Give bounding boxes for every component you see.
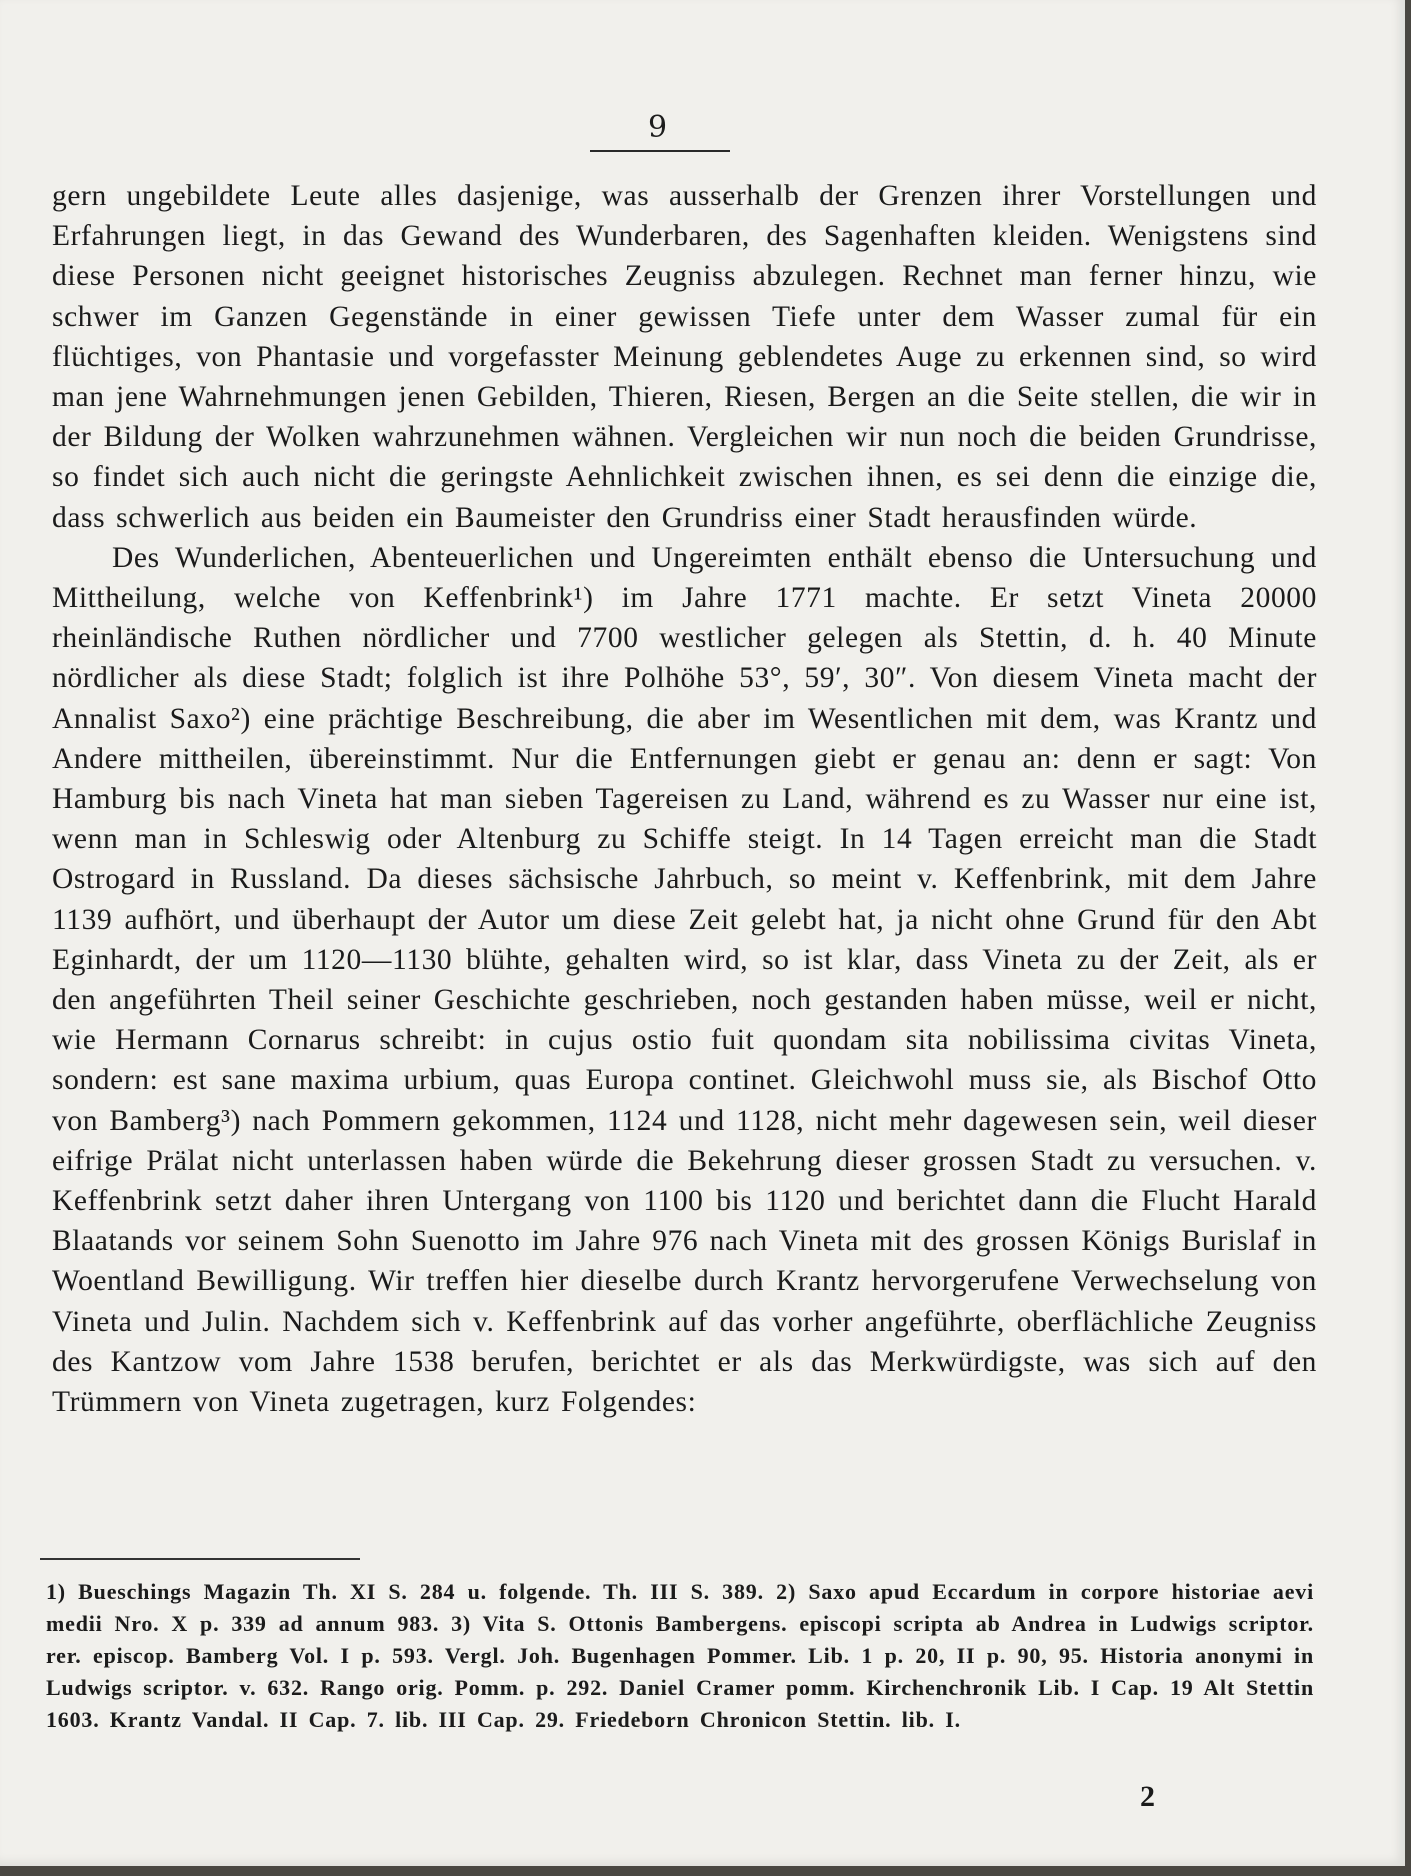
page-number: 9: [647, 110, 668, 145]
signature-mark: 2: [1140, 1780, 1155, 1813]
header-rule: [590, 150, 730, 152]
footnotes: 1) Bueschings Magazin Th. XI S. 284 u. folgende. Th. III S. 389. 2) Saxo apud Eccardum in corpore historiae aevi medii Nro. X p. 339 ad annum 983. 3) Vita S. Ottonis Bambergens. episcopi scripta ab Andrea in Ludwigs scriptor. rer. episcop. Bamberg Vol. I p. 593. Vergl. Joh. Bugenhagen Pommer. Lib. 1 p. 20, II p. 90, 95. Historia anonymi in Ludwigs scriptor. v. 632. Rango orig. Pomm. p. 292. Daniel Cramer pomm. Kirchenchronik Lib. I Cap. 19 Alt Stettin 1603. Krantz Vandal. II Cap. 7. lib. III Cap. 29. Friedeborn Chronicon Stettin. lib. I.: [46, 1579, 1314, 1732]
paragraph-1: gern ungebildete Leute alles dasjenige, was ausserhalb der Grenzen ihrer Vorstellungen und Erfahrungen liegt, in das Gewand des Wunderbaren, des Sagenhaften kleiden. Wenigstens sind diese Personen nicht geeignet historisches Zeugniss abzulegen. Rechnet man ferner hinzu, wie schwer im Ganzen Gegenstände in einer gewissen Tiefe unter dem Wasser zumal für ein flüchtiges, von Phantasie und vorgefasster Meinung geblendetes Auge zu erkennen sind, so wird man jene Wahrnehmungen jenen Gebilden, Thieren, Riesen, Bergen an die Seite stellen, die wir in der Bildung der Wolken wahrzunehmen wähnen. Vergleichen wir nun noch die beiden Grundrisse, so findet sich auch nicht die geringste Aehnlichkeit zwischen ihnen, es sei denn die einzige die, dass schwerlich aus beiden ein Baumeister den Grundriss einer Stadt herausfinden würde.: [52, 180, 1317, 534]
body-text: [52, 176, 1317, 1546]
footnote-rule: [40, 1558, 360, 1560]
paragraph-2: Des Wunderlichen, Abenteuerlichen und Ungereimten enthält ebenso die Untersuchung und Mittheilung, welche von Keffenbrink¹) im Jahre 1771 machte. Er setzt Vineta 20000 rheinländische Ruthen nördlicher und 7700 westlicher gelegen als Stettin, d. h. 40 Minute nördlicher als diese Stadt; folglich ist ihre Polhöhe 53°, 59′, 30″. Von diesem Vineta macht der Annalist Saxo²) eine prächtige Beschreibung, die aber im Wesentlichen mit dem, was Krantz und Andere mittheilen, übereinstimmt. Nur die Entfernungen giebt er genau an: denn er sagt: Von Hamburg bis nach Vineta hat man sieben Tagereisen zu Land, während es zu Wasser nur eine ist, wenn man in Schleswig oder Altenburg zu Schiffe steigt. In 14 Tagen erreicht man die Stadt Ostrogard in Russland. Da dieses sächsische Jahrbuch, so meint v. Keffenbrink, mit dem Jahre 1139 aufhört, und überhaupt der Autor um diese Zeit gelebt hat, ja nicht ohne Grund für den Abt Eginhardt, der um 1120—1130 blühte, gehalten wird, so ist klar, dass Vineta zu der Zeit, als er den angeführten Theil seiner Geschichte geschrieben, noch gestanden haben müsse, weil er nicht, wie Hermann Cornarus schreibt: in cujus ostio fuit quondam sita nobilissima civitas Vineta, sondern: est sane maxima urbium, quas Europa continet. Gleichwohl muss sie, als Bischof Otto von Bamberg³) nach Pommern gekommen, 1124 und 1128, nicht mehr dagewesen sein, weil dieser eifrige Prälat nicht unterlassen haben würde die Bekehrung dieser grossen Stadt zu versuchen. v. Keffenbrink setzt daher ihren Untergang von 1100 bis 1120 und berichtet dann die Flucht Harald Blaatands vor seinem Sohn Suenotto im Jahre 976 nach Vineta mit des grossen Königs Burislaf in Woentland Bewilligung. Wir treffen hier dieselbe durch Krantz hervorgerufene Verwechselung von Vineta und Julin. Nachdem sich v. Keffenbrink auf das vorher angeführte, oberflächliche Zeugniss des Kantzow vom Jahre 1538 berufen, berichtet er als das Merkwürdigste, was sich auf den Trümmern von Vineta zugetragen, kurz Folgendes:: [52, 541, 1317, 1419]
